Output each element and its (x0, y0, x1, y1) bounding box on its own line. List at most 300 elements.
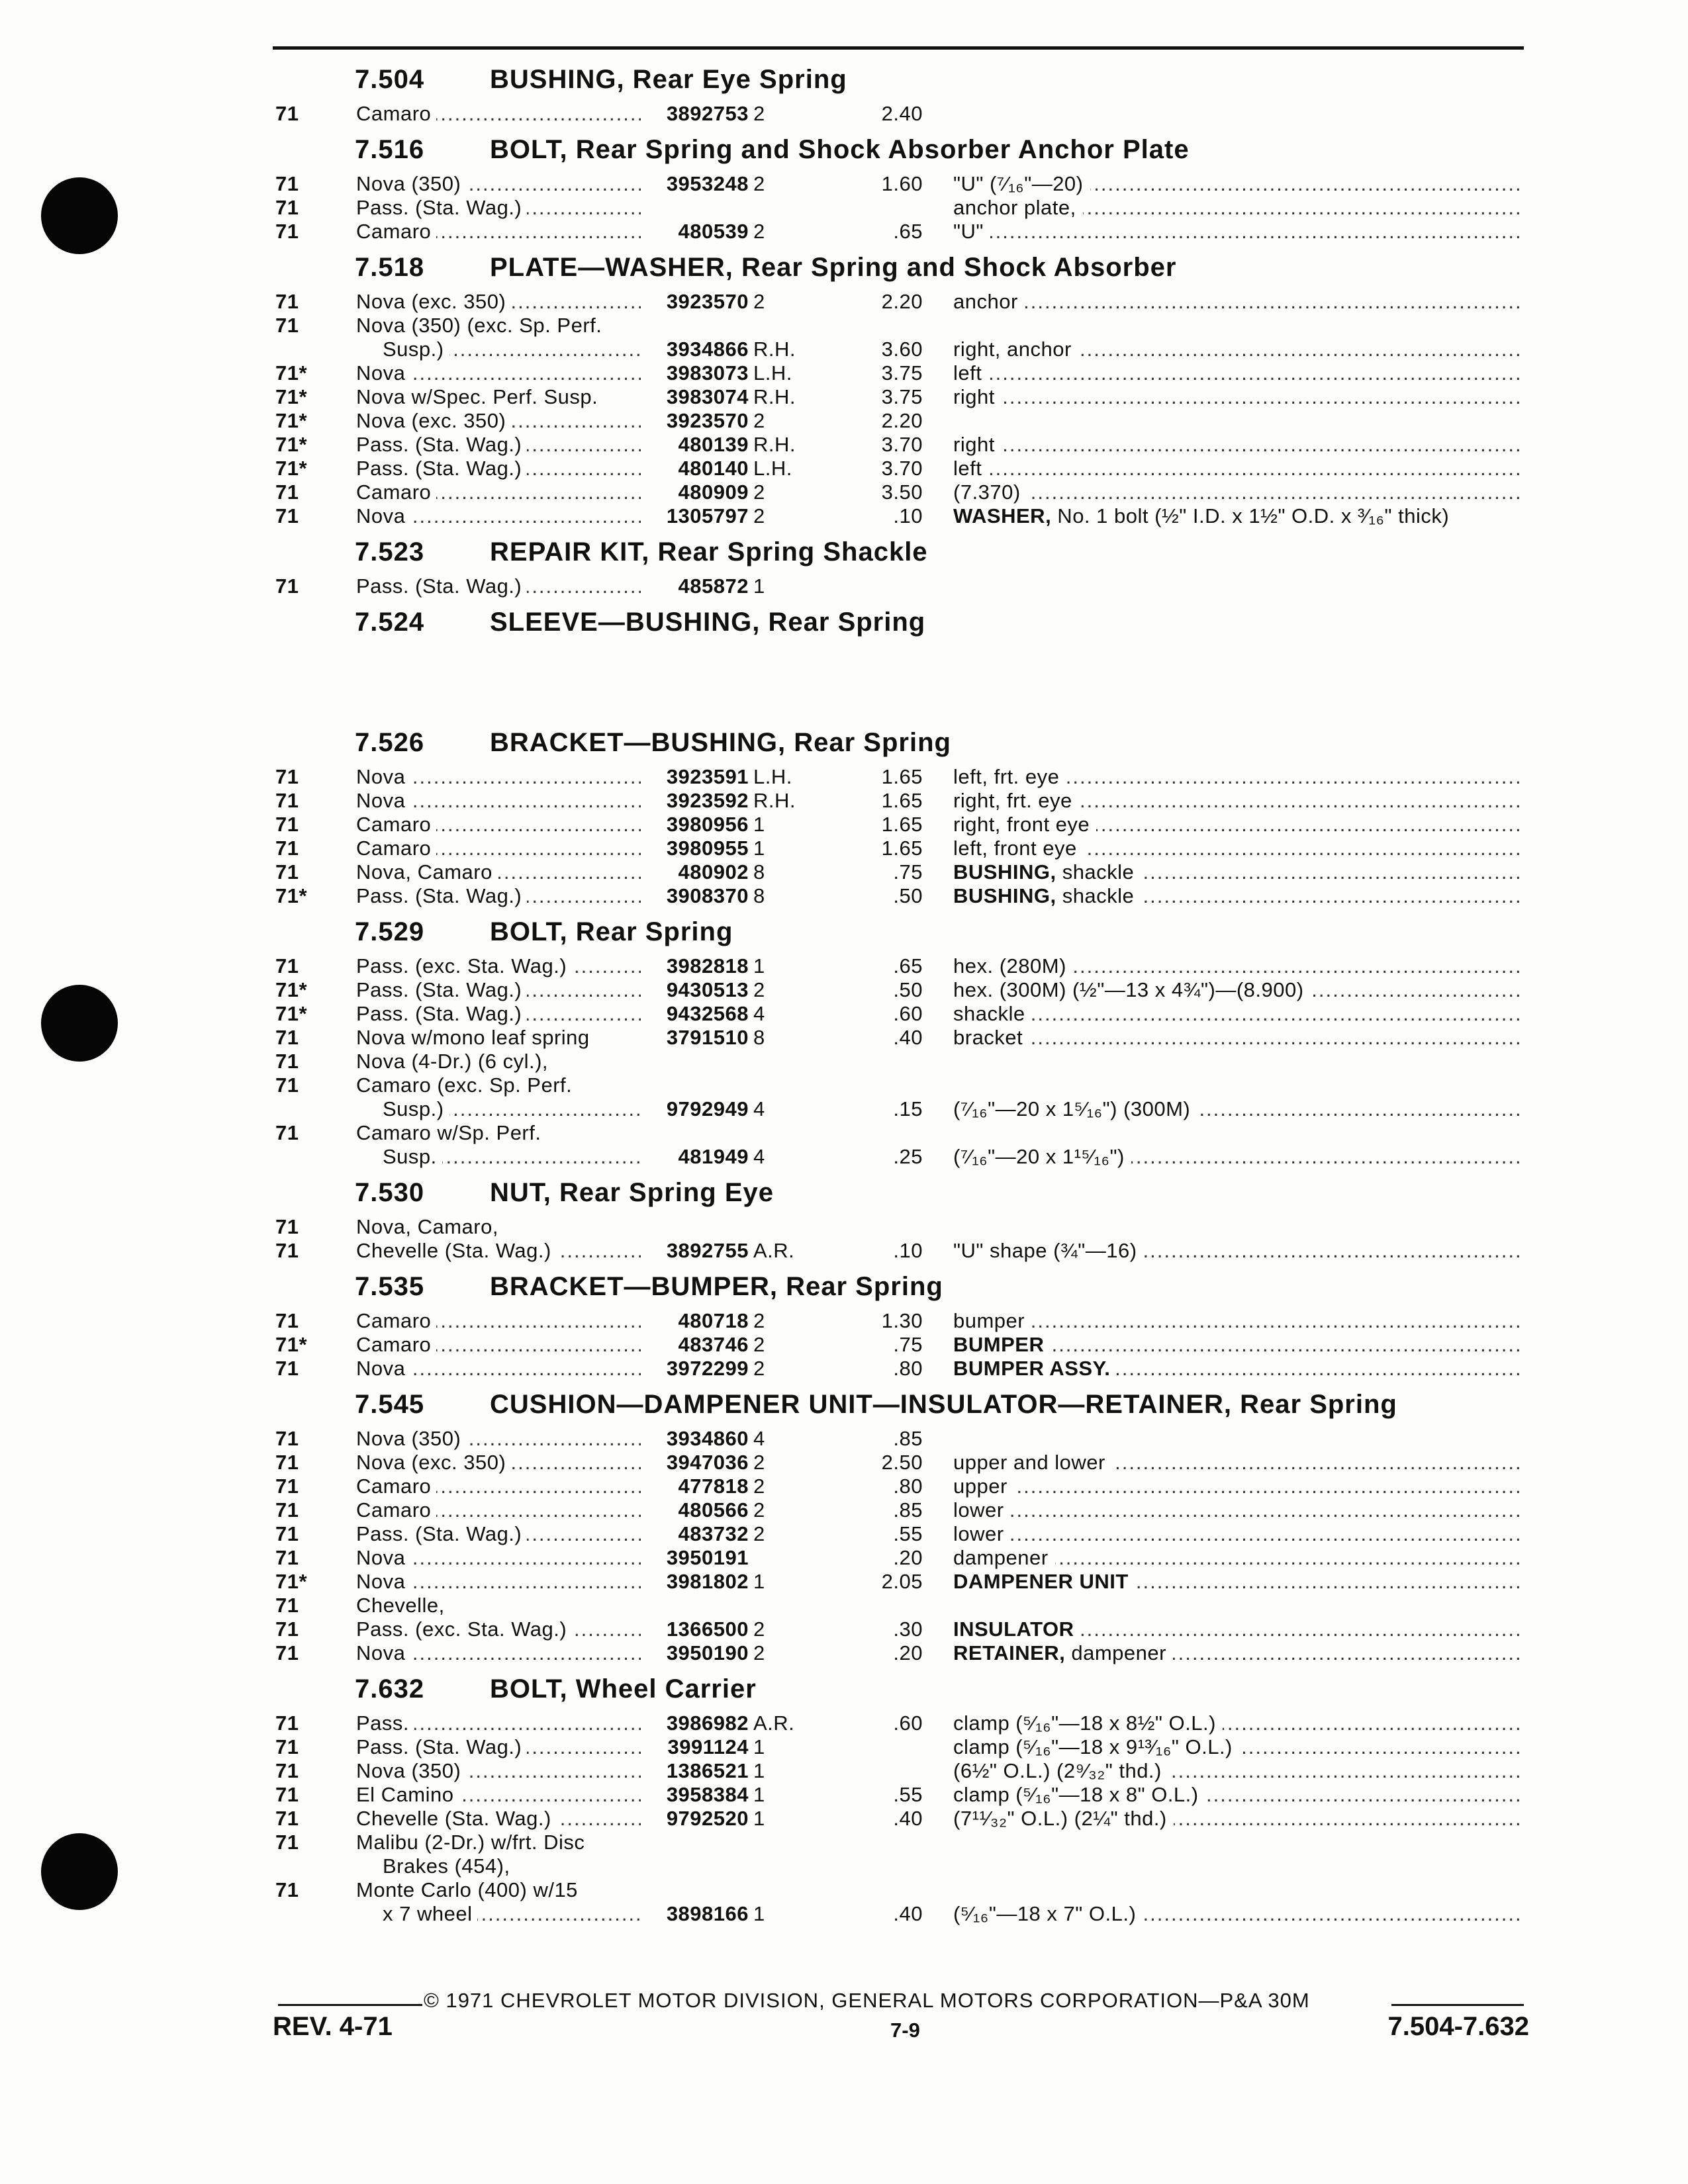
part-row (0, 196, 1688, 220)
quantity: 1 (753, 1783, 765, 1806)
price: .20 (893, 1641, 923, 1664)
catalog-section (0, 1174, 1688, 1263)
quantity: A.R. (753, 1239, 795, 1262)
model-year: 71* (275, 1570, 308, 1593)
section-header (0, 604, 1688, 645)
part-number: 483732 (678, 1522, 749, 1545)
description-cell (953, 338, 1524, 361)
price: .15 (893, 1097, 923, 1120)
section-header (0, 1268, 1688, 1309)
quantity: 4 (753, 1097, 765, 1120)
part-row (0, 1711, 1688, 1735)
section-title: CUSHION—DAMPENER UNIT—INSULATOR—RETAINER, Rear Spring (490, 1390, 1397, 1419)
catalog-section (0, 533, 1688, 598)
part-row (0, 1026, 1688, 1050)
model-cell (356, 1309, 641, 1333)
quantity: R.H. (753, 789, 796, 812)
part-row (0, 1641, 1688, 1665)
part-row (0, 1073, 1688, 1097)
price: .30 (893, 1617, 923, 1641)
model-cell (356, 1002, 641, 1026)
description-cell (953, 1239, 1524, 1263)
description-emphasis: BUMPER ASSY. (953, 1357, 1111, 1380)
model-cell (356, 1427, 641, 1451)
price: 2.05 (881, 1570, 923, 1593)
section-number: 7.535 (355, 1272, 425, 1301)
copyright-notice: © 1971 CHEVROLET MOTOR DIVISION, GENERAL MOTORS CORPORATION—P&A 30M (424, 1989, 1310, 2012)
model-name: Pass. (Sta. Wag.) (356, 457, 527, 480)
model-name: Pass. (356, 1711, 414, 1735)
description-text: clamp (⁵⁄₁₆"—18 x 9¹³⁄₁₆" O.L.) (953, 1735, 1233, 1758)
part-row (0, 1002, 1688, 1026)
part-number: 480902 (678, 860, 749, 884)
description-text: right, anchor (953, 338, 1072, 361)
quantity: 2 (753, 102, 765, 125)
description (953, 1451, 1112, 1474)
part-number: 3981802 (666, 1570, 749, 1593)
model-year: 71 (275, 1239, 299, 1262)
quantity: R.H. (753, 433, 796, 456)
part-row (0, 1902, 1688, 1926)
price: .25 (893, 1145, 923, 1168)
section-title: PLATE—WASHER, Rear Spring and Shock Absorber (490, 253, 1177, 282)
part-row (0, 290, 1688, 314)
part-row (0, 1097, 1688, 1121)
description (953, 1902, 1143, 1925)
model-year: 71 (275, 1073, 299, 1097)
part-row (0, 1617, 1688, 1641)
quantity: 2 (753, 409, 765, 432)
model-cell (356, 978, 641, 1002)
description (953, 290, 1025, 313)
part-row (0, 978, 1688, 1002)
model-name: Camaro w/Sp. Perf. (356, 1121, 546, 1144)
part-row (0, 220, 1688, 244)
model-name: Camaro (356, 480, 436, 504)
model-name: Pass. (Sta. Wag.) (356, 433, 527, 456)
description (953, 813, 1096, 836)
section-title: NUT, Rear Spring Eye (490, 1178, 774, 1207)
model-name: Nova (exc. 350) (356, 290, 511, 313)
part-number: 3982818 (666, 954, 749, 978)
part-number: 3980956 (666, 813, 749, 836)
description-text: upper and lower (953, 1451, 1105, 1474)
description-cell (953, 1783, 1524, 1807)
section-range: 7.504-7.632 (1387, 2012, 1529, 2041)
description (953, 1570, 1135, 1593)
model-year: 71 (275, 314, 299, 337)
model-cell (356, 457, 641, 480)
part-row (0, 1831, 1688, 1854)
model-cell (356, 314, 641, 338)
model-name: x 7 wheel (383, 1902, 477, 1925)
model-name: Camaro (356, 1498, 436, 1522)
model-cell (356, 1641, 641, 1665)
part-number: 3953248 (666, 172, 749, 195)
description-cell (953, 196, 1524, 220)
part-number: 480566 (678, 1498, 749, 1522)
part-number: 3986982 (666, 1711, 749, 1735)
description (953, 978, 1311, 1001)
quantity: 2 (753, 172, 765, 195)
description-cell (953, 1309, 1524, 1333)
model-cell (356, 1073, 641, 1097)
description-text: "U" (953, 220, 984, 243)
part-number: 3980955 (666, 837, 749, 860)
catalog-section (0, 1670, 1688, 1926)
model-cell (356, 1570, 641, 1594)
description (953, 1097, 1197, 1120)
model-name: Pass. (Sta. Wag.) (356, 196, 527, 219)
part-row (0, 1050, 1688, 1073)
quantity: A.R. (753, 1711, 795, 1735)
quantity: 8 (753, 884, 765, 907)
model-year: 71* (275, 1333, 308, 1356)
quantity: L.H. (753, 765, 792, 788)
part-row (0, 338, 1688, 361)
model-cell (356, 1759, 641, 1783)
description-text: bracket (953, 1026, 1023, 1049)
description-text: right, frt. eye (953, 789, 1072, 812)
description-cell (953, 954, 1524, 978)
model-name: Nova (exc. 350) (356, 1451, 511, 1474)
description-cell (953, 1097, 1524, 1121)
part-number: 485872 (678, 574, 749, 598)
description-cell (953, 1357, 1524, 1381)
quantity: R.H. (753, 385, 796, 408)
catalog-section (0, 131, 1688, 244)
part-row (0, 457, 1688, 480)
description (953, 361, 988, 385)
description (953, 765, 1066, 788)
model-name: Nova (350) (356, 172, 466, 195)
part-row (0, 361, 1688, 385)
description (953, 1759, 1168, 1782)
model-cell (383, 1854, 641, 1878)
part-row (0, 1878, 1688, 1902)
part-number: 480140 (678, 457, 749, 480)
part-number: 3991124 (667, 1735, 749, 1758)
price: 1.60 (881, 172, 923, 195)
model-cell (356, 1357, 641, 1381)
description (953, 860, 1141, 884)
model-year: 71* (275, 978, 308, 1001)
catalog-section (0, 61, 1688, 126)
footer-rule-left (278, 2004, 422, 2006)
catalog-section (0, 913, 1688, 1169)
price: 2.50 (881, 1451, 923, 1474)
part-row (0, 409, 1688, 433)
description-text: shackle (1056, 884, 1135, 907)
section-number: 7.545 (355, 1390, 425, 1419)
part-number: 9792949 (666, 1097, 749, 1120)
price: .65 (893, 220, 923, 243)
quantity: R.H. (753, 338, 796, 361)
quantity: 2 (753, 978, 765, 1001)
model-name: Chevelle (Sta. Wag.) (356, 1239, 557, 1262)
model-name: Nova (350) (356, 1427, 466, 1450)
description-cell (953, 837, 1524, 860)
part-number: 1366500 (666, 1617, 749, 1641)
model-year: 71 (275, 1121, 299, 1144)
section-title: SLEEVE—BUSHING, Rear Spring (490, 608, 926, 637)
quantity: 2 (753, 1333, 765, 1356)
description (953, 1309, 1031, 1332)
model-cell (356, 361, 641, 385)
description (953, 172, 1090, 195)
part-row (0, 789, 1688, 813)
part-number: 477818 (678, 1475, 749, 1498)
model-year: 71 (275, 1427, 299, 1450)
quantity: 8 (753, 1026, 765, 1049)
model-name: Camaro (356, 1309, 436, 1332)
price: .50 (893, 884, 923, 907)
part-number: 3923570 (666, 409, 749, 432)
model-name: Camaro (exc. Sp. Perf. (356, 1073, 577, 1097)
top-rule (273, 46, 1524, 50)
description (953, 457, 988, 480)
description-cell (953, 1145, 1524, 1169)
part-row (0, 1121, 1688, 1145)
model-year: 71 (275, 1026, 299, 1049)
section-number: 7.632 (355, 1674, 425, 1704)
description-text: (7¹¹⁄₃₂" O.L.) (2¼" thd.) (953, 1807, 1167, 1830)
section-header (0, 1386, 1688, 1427)
price: .65 (893, 954, 923, 978)
part-row (0, 1498, 1688, 1522)
model-year: 71 (275, 765, 299, 788)
part-row (0, 1735, 1688, 1759)
price: .40 (893, 1807, 923, 1830)
part-number: 9430513 (666, 978, 749, 1001)
model-name: Monte Carlo (400) w/15 (356, 1878, 583, 1901)
model-year: 71 (275, 789, 299, 812)
description (953, 433, 1002, 456)
section-title: REPAIR KIT, Rear Spring Shackle (490, 537, 928, 567)
quantity: 1 (753, 1759, 765, 1782)
model-name: Nova (356, 765, 410, 788)
price: 2.40 (881, 102, 923, 125)
model-year: 71* (275, 884, 308, 907)
description-cell (953, 1617, 1524, 1641)
model-cell (356, 1050, 641, 1073)
description-cell (953, 1711, 1524, 1735)
model-name: Nova (356, 1641, 410, 1664)
part-number: 3892755 (666, 1239, 749, 1262)
price: .75 (893, 1333, 923, 1356)
part-row (0, 1309, 1688, 1333)
model-year: 71* (275, 361, 308, 385)
description (953, 1357, 1117, 1380)
model-year: 71 (275, 1759, 299, 1782)
description (953, 1783, 1205, 1806)
description-emphasis: WASHER, (953, 504, 1052, 527)
description-text: left (953, 361, 982, 385)
price: .10 (893, 504, 923, 527)
description-cell (953, 860, 1524, 884)
part-number: 3950191 (666, 1546, 749, 1569)
price: .50 (893, 978, 923, 1001)
part-row (0, 765, 1688, 789)
description-text: right (953, 433, 995, 456)
model-name: Chevelle (Sta. Wag.) (356, 1807, 557, 1830)
description (953, 480, 1027, 504)
description-cell (953, 290, 1524, 314)
model-year: 71 (275, 1498, 299, 1522)
model-name: Nova, Camaro (356, 860, 498, 884)
description-emphasis: INSULATOR (953, 1617, 1074, 1641)
model-cell (356, 1026, 641, 1050)
model-year: 71 (275, 196, 299, 219)
quantity: L.H. (753, 361, 792, 385)
section-title: BOLT, Wheel Carrier (490, 1674, 757, 1704)
model-cell (356, 1735, 641, 1759)
description-cell (953, 1498, 1524, 1522)
description-cell (953, 1902, 1524, 1926)
part-row (0, 1570, 1688, 1594)
model-year: 71 (275, 1617, 299, 1641)
model-year: 71 (275, 480, 299, 504)
description-cell (953, 1026, 1524, 1050)
part-row (0, 1546, 1688, 1570)
model-name: Pass. (Sta. Wag.) (356, 978, 527, 1001)
part-number: 3923591 (666, 765, 749, 788)
model-name: Nova w/Spec. Perf. Susp. (356, 385, 603, 408)
model-cell (356, 1594, 641, 1617)
part-number: 3934866 (666, 338, 749, 361)
model-name: Pass. (Sta. Wag.) (356, 884, 527, 907)
model-cell (356, 860, 641, 884)
model-year: 71 (275, 1807, 299, 1830)
model-cell (356, 220, 641, 244)
model-name: Nova, Camaro, (356, 1215, 504, 1238)
model-cell (356, 1546, 641, 1570)
description-cell (953, 813, 1524, 837)
quantity: 8 (753, 860, 765, 884)
description-text: (7.370) (953, 480, 1021, 504)
model-year: 71* (275, 385, 308, 408)
model-cell (356, 765, 641, 789)
description-text: No. 1 bolt (½" I.D. x 1½" O.D. x ³⁄₁₆" thick) (1051, 504, 1450, 527)
model-cell (356, 789, 641, 813)
description-cell (953, 1570, 1524, 1594)
description-text: dampener (953, 1546, 1049, 1569)
model-name: Nova (356, 1357, 410, 1380)
description-cell (953, 1759, 1524, 1783)
quantity: 4 (753, 1002, 765, 1025)
model-year: 71 (275, 1050, 299, 1073)
section-spacer (0, 645, 1688, 719)
description (953, 837, 1084, 860)
description (953, 338, 1078, 361)
description (953, 1475, 1014, 1498)
description-text: shackle (953, 1002, 1025, 1025)
model-name: Nova (356, 504, 410, 527)
quantity: 2 (753, 290, 765, 313)
part-number: 480539 (678, 220, 749, 243)
description-cell (953, 457, 1524, 480)
part-number: 3983073 (666, 361, 749, 385)
description-text: dampener (1065, 1641, 1166, 1664)
part-row (0, 574, 1688, 598)
description (953, 1002, 1032, 1025)
model-cell (356, 433, 641, 457)
description (953, 196, 1083, 219)
part-row (0, 884, 1688, 908)
part-row (0, 860, 1688, 884)
description-text: left, frt. eye (953, 765, 1060, 788)
section-header (0, 249, 1688, 290)
part-row (0, 1357, 1688, 1381)
quantity: 1 (753, 1902, 765, 1925)
section-header (0, 1670, 1688, 1711)
part-number: 3892753 (666, 102, 749, 125)
model-name: Camaro (356, 837, 436, 860)
model-cell (356, 409, 641, 433)
description (953, 1333, 1051, 1356)
model-name: Nova (356, 1546, 410, 1569)
part-number: 480909 (678, 480, 749, 504)
catalog-section (0, 1268, 1688, 1381)
model-cell (356, 196, 641, 220)
description-cell (953, 1546, 1524, 1570)
quantity: 1 (753, 1735, 765, 1758)
model-year: 71 (275, 1735, 299, 1758)
model-cell (356, 1498, 641, 1522)
price: 1.65 (881, 813, 923, 836)
model-year: 71 (275, 954, 299, 978)
model-name: Nova (356, 1570, 410, 1593)
part-number: 3972299 (666, 1357, 749, 1380)
model-name: Pass. (Sta. Wag.) (356, 574, 527, 598)
model-year: 71 (275, 1522, 299, 1545)
description-cell (953, 978, 1524, 1002)
price: .40 (893, 1026, 923, 1049)
description (953, 1807, 1174, 1830)
description-text: (⁵⁄₁₆"—18 x 7" O.L.) (953, 1902, 1137, 1925)
section-header (0, 724, 1688, 765)
description-cell (953, 1002, 1524, 1026)
description-text: hex. (300M) (½"—13 x 4¾")—(8.900) (953, 978, 1304, 1001)
model-cell (356, 1522, 641, 1546)
model-name: Pass. (exc. Sta. Wag.) (356, 1617, 572, 1641)
price: .40 (893, 1902, 923, 1925)
description (953, 1498, 1011, 1522)
price: 1.65 (881, 765, 923, 788)
model-cell (356, 290, 641, 314)
quantity: 2 (753, 1451, 765, 1474)
model-year: 71 (275, 813, 299, 836)
part-row (0, 1215, 1688, 1239)
description (953, 1711, 1223, 1735)
model-name: Nova (356, 361, 410, 385)
description (953, 1145, 1131, 1168)
part-number: 9792520 (666, 1807, 749, 1830)
price: .10 (893, 1239, 923, 1262)
description (953, 385, 1002, 408)
quantity: 2 (753, 1641, 765, 1664)
description-emphasis: BUSHING, (953, 860, 1056, 884)
price: .55 (893, 1522, 923, 1545)
price: .80 (893, 1357, 923, 1380)
model-year: 71 (275, 1878, 299, 1901)
part-number: 3947036 (666, 1451, 749, 1474)
model-year: 71 (275, 290, 299, 313)
footer-rule-right (1391, 2004, 1524, 2006)
description (953, 954, 1073, 978)
description-cell (953, 1451, 1524, 1475)
quantity: 2 (753, 504, 765, 527)
